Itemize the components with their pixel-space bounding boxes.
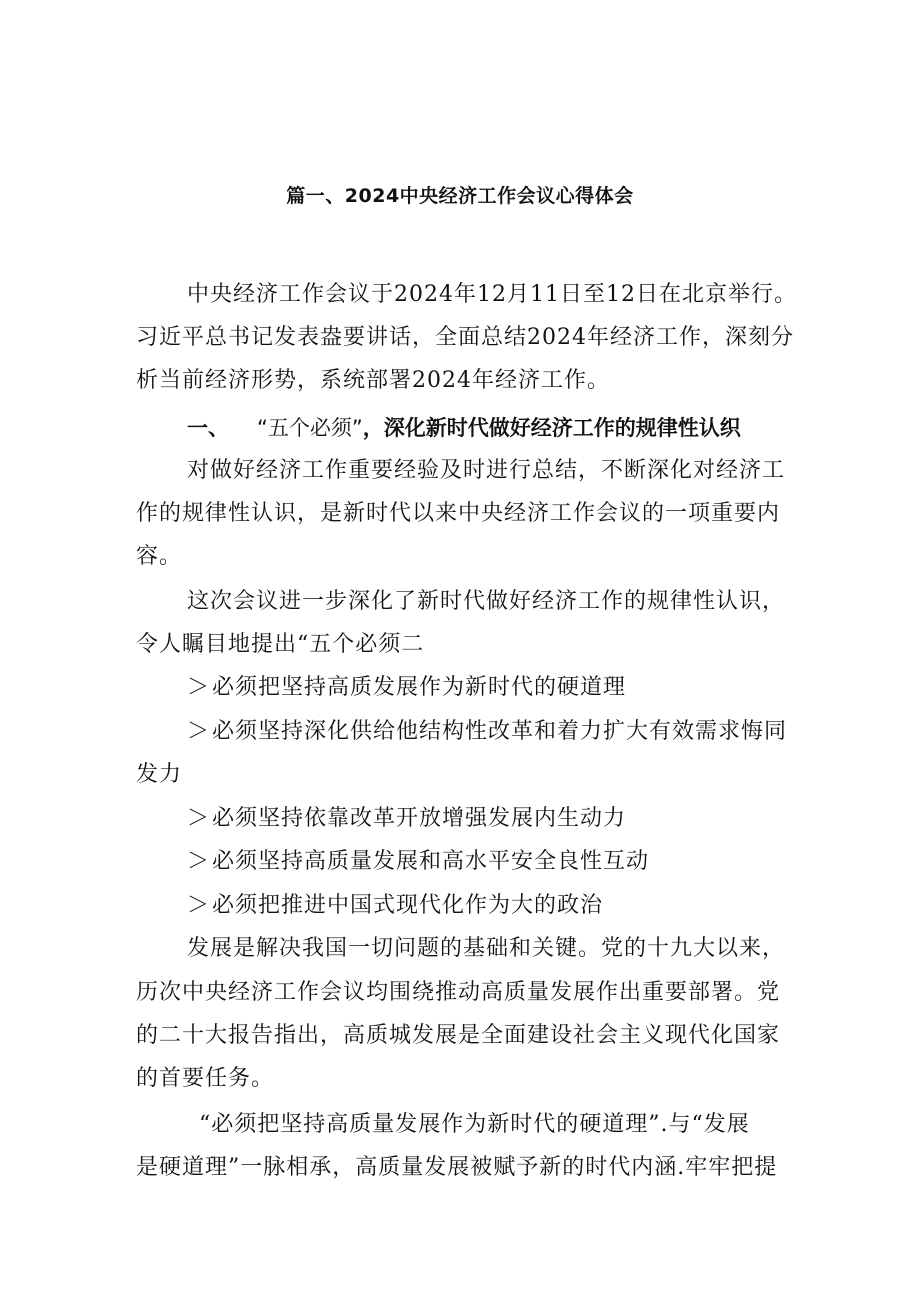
bullet-text: 必须坚持依靠改革开放增强发展内生动力 (212, 806, 627, 831)
para1-line-3: 容。 (136, 544, 183, 569)
bullet-text: 必须把推进中国式现代化作为大的政治 (212, 893, 604, 918)
section-heading-quote: “五个必须” (257, 416, 363, 440)
para3-line-1: 发展是解决我国一切问题的基础和关键。党的十九大以来， (187, 936, 786, 961)
section-number: 一、 (187, 416, 229, 440)
bullet-text: 必须坚持高质量发展和高水平安全良性互动 (212, 849, 650, 874)
intro-line-2: 习近平总书记发表盎要讲话，全面总结2024年经济工作，深刻分 (136, 325, 794, 350)
para4-line-2: 是硬道理”一脉相承，高质量发展被赋予新的时代内涵.牢牢把提 (136, 1155, 778, 1180)
para3-line-4: 的首要任务。 (136, 1066, 275, 1091)
para1-line-2: 作的规律性认识，是新时代以来中央经济工作会议的一项重要内 (136, 501, 781, 526)
para4-line-1: “必须把坚持高质量发展作为新时代的硬道理”.与“发展 (199, 1112, 750, 1137)
bullet-arrow-icon: ＞ (187, 849, 211, 874)
bullet-item-4 (187, 847, 649, 877)
bullet-arrow-icon: ＞ (187, 893, 211, 918)
bullet-item-2-continued: 发力 (136, 762, 183, 787)
bullet-text: 必须坚持深化供给他结构性改革和着力扩大有效需求悔同 (212, 719, 788, 744)
section-heading-text: ，深化新时代做好经济工作的规律性认织 (362, 416, 741, 440)
para2-line-2: 令人瞩目地提出“五个必须二 (136, 632, 425, 657)
bullet-item-2 (187, 717, 787, 747)
para1-line-1: 对做好经济工作重要经验及时进行总结，不断深化对经济工 (187, 458, 786, 483)
intro-line-3: 析当前经济形势，系统部署2024年经济工作。 (136, 368, 610, 393)
para3-line-2: 历次中央经济工作会议均围绕推动高质量发展作出重要部署。党 (136, 980, 781, 1005)
bullet-arrow-icon: ＞ (187, 675, 211, 700)
bullet-item-5 (187, 891, 603, 921)
bullet-item-3 (187, 804, 626, 834)
bullet-item-1 (187, 673, 626, 703)
intro-line-1: 中央经济工作会议于2024年12月11日至12日在北京举行。 (187, 282, 797, 307)
bullet-arrow-icon: ＞ (187, 806, 211, 831)
document-title: 篇一、2024中央经济工作会议心得体会 (286, 185, 634, 207)
bullet-text: 必须把坚持高质发展作为新时代的硬道理 (212, 675, 627, 700)
para3-line-3: 的二十大报告指出，高质城发展是全面建设社会主义现代化国家 (136, 1023, 781, 1048)
section-heading (187, 413, 741, 443)
bullet-arrow-icon: ＞ (187, 719, 211, 744)
para2-line-1: 这次会议进一步深化了新时代做好经济工作的规律性认识， (187, 589, 786, 614)
